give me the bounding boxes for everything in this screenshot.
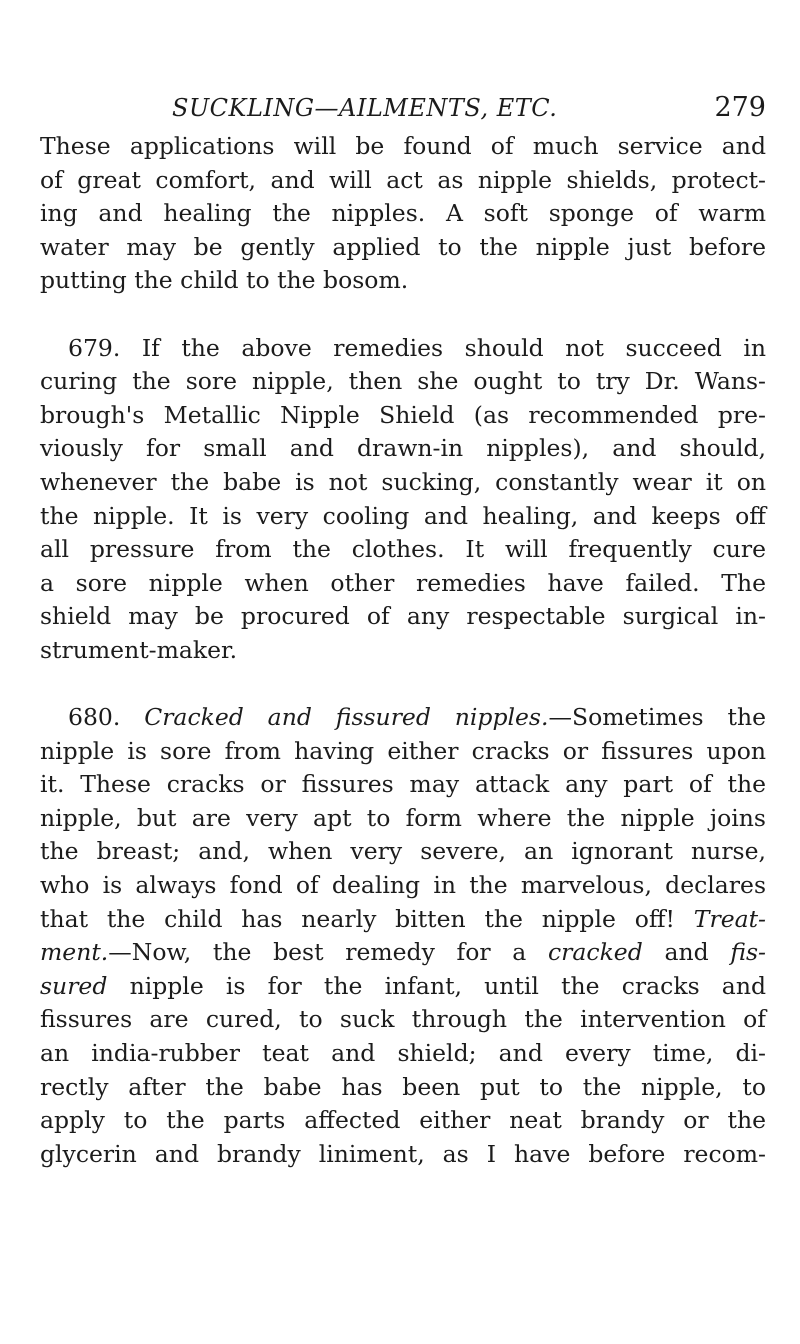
heading-continuation: —Sometimes the: [548, 703, 766, 732]
text-line: putting the child to the bosom.: [40, 266, 409, 295]
page-number: 279: [714, 92, 766, 123]
text-line: 679. If the above remedies should not succeed in: [68, 333, 766, 362]
line-text: and: [642, 938, 731, 967]
treatment-label: Treat-: [693, 904, 766, 933]
emphasis-fissured-end: sured: [40, 971, 108, 1000]
paragraph-continuation: [40, 130, 766, 298]
running-head: [40, 88, 766, 128]
text-line: These applications will be found of much service and: [40, 132, 766, 160]
text-line: brough's Metallic Nipple Shield (as recommended pre-: [40, 400, 766, 429]
text-line: shield may be procured of any respectable surgical in-: [40, 602, 766, 631]
text-line: strument-maker.: [40, 635, 238, 664]
text-line: rectly after the babe has been put to the nipple, to: [40, 1072, 766, 1101]
section-heading: Cracked and fissured nipples.: [144, 703, 549, 732]
text-line: fissures are cured, to suck through the intervention of: [40, 1005, 766, 1034]
text-line: of great comfort, and will act as nipple shields, protect-: [40, 165, 766, 194]
text-line: the breast; and, when very severe, an ignorant nurse,: [40, 837, 766, 866]
running-title: SUCKLING—AILMENTS, ETC.: [172, 94, 558, 122]
paragraph-gap: [40, 298, 766, 332]
line-text: that the child has nearly bitten the nipple off!: [40, 904, 694, 933]
text-line: viously for small and drawn-in nipples), and should,: [40, 434, 766, 463]
text-line: [40, 903, 766, 937]
text-line: [40, 701, 766, 735]
text-line: nipple, but are very apt to form where the nipple joins: [40, 803, 766, 832]
paragraph-number: 680.: [68, 703, 145, 732]
treatment-label-end: ment.: [40, 938, 109, 967]
text-line: an india-rubber teat and shield; and every time, di-: [40, 1039, 766, 1068]
text-line: whenever the babe is not sucking, constantly wear it on: [40, 467, 766, 496]
body-text: [40, 130, 766, 1171]
text-line: [40, 936, 766, 970]
paragraph-679: [40, 332, 766, 668]
text-line: [40, 970, 766, 1004]
text-line: nipple is sore from having either cracks or fissures upon: [40, 736, 766, 765]
text-line: apply to the parts affected either neat brandy or the: [40, 1106, 766, 1135]
text-line: the nipple. It is very cooling and healing, and keeps off: [40, 501, 766, 530]
text-line: all pressure from the clothes. It will frequently cure: [40, 535, 766, 564]
paragraph-gap: [40, 668, 766, 702]
text-line: it. These cracks or fissures may attack any part of the: [40, 770, 766, 799]
emphasis-cracked: cracked: [548, 938, 643, 967]
text-line: who is always fond of dealing in the marvelous, declares: [40, 871, 766, 900]
line-text: nipple is for the infant, until the cracks and: [107, 971, 766, 1000]
text-line: curing the sore nipple, then she ought to try Dr. Wans-: [40, 367, 766, 396]
text-line: a sore nipple when other remedies have failed. The: [40, 568, 766, 597]
text-line: water may be gently applied to the nipple just before: [40, 232, 766, 261]
paragraph-680: [40, 701, 766, 1171]
emphasis-fissured: fis-: [730, 938, 766, 967]
text-line: glycerin and brandy liniment, as I have before recom-: [40, 1139, 766, 1168]
text-line: ing and healing the nipples. A soft sponge of warm: [40, 199, 766, 228]
line-text: —Now, the best remedy for a: [108, 938, 548, 967]
